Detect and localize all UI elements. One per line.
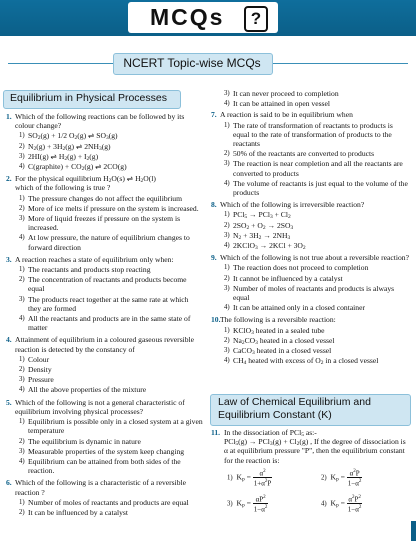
section-heading-law-line1: Law of Chemical Equilibrium and [218,396,371,408]
option[interactable]: 3) Measurable properties of the system keep changing [19,446,185,456]
page-title: MCQs [150,4,225,30]
option[interactable]: 3) The products react together at the same rate at which they are formed [19,294,189,313]
option[interactable]: 1) $PCl_5 \to PCl_3 + Cl_2$ [224,210,291,221]
option[interactable]: 1) Equilibrium is possible only in a closed system at a given temperature [19,417,203,436]
option[interactable]: 2) $K_p$ = $\frac{\alpha^2P}{1-\alpha^2}$ [321,468,362,488]
question-4: 4. Attainment of equilibrium in a coloured gaseous reversible reaction is detected by the constancy of 1) Colour 2) Density 3) Pressure 4) All the above properties of the mixture [6,335,203,394]
option[interactable]: 1) Number of moles of reactants and products are equal [19,497,189,507]
option[interactable]: 4) The volume of reactants is just equal to the volume of the products [224,178,408,198]
option[interactable]: 1) The reactants and products stop reacting [19,265,151,275]
option[interactable]: 4) It can be attained in open vessel [224,99,330,109]
question-2: 2. For the physical equilibrium $H_2O(s)$ ⇌ $H_2O(l)$ which of the following is true ? 1) The pressure changes do not affect the equilibrium 2) More of ice melts if pressure on the system is increased. 3) More of liquid freezes if pressure on the system is increased. 4) At low pressure, the nature of equilibrium changes to forward direction [6,174,203,252]
option[interactable]: 1) The reaction does not proceed to completion [224,263,369,273]
right-column [211,88,409,368]
option[interactable]: 4) All the above properties of the mixture [19,385,147,395]
question-10: 10. The following is a reversible reaction: 1) KClO$_3$ heated in a sealed tube 2) $Na_2CO_3$ heated in a closed vessel 3) CaCO$_3$ heated in a closed vessel 4) $CH_4$ heated with excess of $O_2$ in a closed vessel [211,315,409,365]
question-6-continued [211,89,409,108]
question-8: 8. Which of the following is irreversible reaction? 1) $PCl_5 \to PCl_3 + Cl_2$ 2) $2SO_2 + O_2 \to 2SO_3$ 3) $N_2 + 3H_2 \to 2NH_3$ 4) 2KClO$_3$ → $2KCl + 3O_2$ [211,200,409,250]
option[interactable]: 2) It cannot be influenced by a catalyst [224,273,343,283]
option[interactable]: 4) 2KClO$_3$ → $2KCl + 3O_2$ [224,241,306,252]
option[interactable]: 2) The concentration of reactants and products become equal [19,275,187,294]
option[interactable]: 1) $SO_2(g) + 1/2$ $O_2(g)$ ⇌ $SO_3(g)$ [19,131,118,142]
option[interactable]: 1) KClO$_3$ heated in a sealed tube [224,325,325,336]
option[interactable]: 2) The equilibrium is dynamic in nature [19,436,141,446]
option[interactable]: 2) $2SO_2 + O_2 \to 2SO_3$ [224,220,294,231]
option[interactable]: 1) The rate of transformation of reactants to products is equal to the rate of transformation of products to the reactants [224,120,393,149]
question-9: 9. Which of the following is not true about a reversible reaction? 1) The reaction does not proceed to completion 2) It cannot be influenced by a catalyst 3) Number of moles of reactants and products is always equal 4) It can be attained only in a closed container [211,253,409,313]
question-1: 1. Which of the following reactions can be followed by its colour change? 1) $SO_2(g) + 1/2$ $O_2(g)$ ⇌ $SO_3(g)$ 2) $N_2(g) + 3H_2(g)$ ⇌ $2NH_3(g)$ 3) 2HI(g) ⇌ $H_2(g) + I_2(g)$ 4) C(graphite) + $CO_2(g)$ ⇌ 2CO(g) [6,112,203,171]
section-heading-law-line2: Equilibrium Constant (K) [218,409,332,421]
option[interactable]: 3) CaCO$_3$ heated in a closed vessel [224,346,332,357]
option[interactable]: 3) It can never proceed to completion [224,89,339,98]
option[interactable]: 2) 50% of the reactants are converted to products [224,149,375,159]
question-3: 3. A reaction reaches a state of equilibrium only when: 1) The reactants and products stop reacting 2) The concentration of reactants and products become equal 3) The products react together at the same rate at which they are formed 4) All the reactants and products are in the same state of matter [6,255,203,333]
option[interactable]: 4) $K_p$ = $\frac{\alpha^2P^2}{1-\alpha^2}$ [321,494,362,514]
question-5: 5. Which of the following is not a general characteristic of equilibrium involving physical processes? 1) Equilibrium is possible only in a closed system at a given temperature 2) The equilibrium is dynamic in nature 3) Measurable properties of the system keep changing 4) Equilibrium can be attained from both sides of the reaction. [6,397,203,476]
topic-heading: NCERT Topic-wise MCQs [123,56,261,70]
option[interactable]: 2) $Na_2CO_3$ heated in a closed vessel [224,335,335,346]
option[interactable]: 3) 2HI(g) ⇌ $H_2(g) + I_2(g)$ [19,151,99,162]
option[interactable]: 4) $CH_4$ heated with excess of $O_2$ in a closed vessel [224,356,379,367]
option[interactable]: 3) The reaction is near completion and all the reactants are converted to products [224,159,403,178]
option[interactable]: 2) $N_2(g) + 3H_2(g)$ ⇌ $2NH_3(g)$ [19,141,111,152]
option[interactable]: 4) All the reactants and products are in the same state of matter [19,314,191,333]
topic-divider-left [8,63,113,64]
option[interactable]: 2) More of ice melts if pressure on the system is increased. [19,203,199,213]
question-mark-icon: ? [244,6,268,32]
page-edge-marker [411,521,416,541]
question-11: 11. In the dissociation of PCl$_5$ as:- $PCl_5(g) \to PCl_3(g) + Cl_2(g)$ , If the degree of dissociation is α at equilibrium pressure "P", then the equilibrium constant for the reaction is: 1) $K_p$ = $\frac{\alpha^2}{1+\alpha^2P}$ 2) $K_p$ = $\frac{\alpha^2P}{1-\alpha^2}$ 3) $K_p$ = $\frac{\alpha P^2}{1-\alpha^2}$ 4) $K_p$ = $\frac{\alpha^2P^2}{1-\alpha^2}$ [211,428,406,514]
option[interactable]: 2) It can be influenced by a catalyst [19,507,128,517]
option[interactable]: 3) Pressure [19,375,54,385]
question-7: 7. A reaction is said to be in equilibrium when 1) The rate of transformation of reactants to products is equal to the rate of transformation of products to the reactants 2) 50% of the reactants are converted to products 3) The reaction is near completion and all the reactants are converted to products 4) The volume of reactants is just equal to the volume of the products [211,110,408,198]
section-heading-physical: Equilibrium in Physical Processes [10,92,167,104]
option[interactable]: 3) $N_2 + 3H_2 \to 2NH_3$ [224,230,291,241]
left-column [6,112,203,520]
option[interactable]: 3) $K_p$ = $\frac{\alpha P^2}{1-\alpha^2}$ [227,494,268,514]
option[interactable]: 1) The pressure changes do not affect the equilibrium [19,193,183,203]
option[interactable]: 1) Colour [19,354,50,364]
question-text: Which of the following reactions can be followed by its colour change? [15,112,185,131]
option[interactable]: 4) Equilibrium can be attained from both sides of the reaction. [19,456,181,476]
option[interactable]: 4) C(graphite) + $CO_2(g)$ ⇌ 2CO(g) [19,162,127,173]
option[interactable]: 4) It can be attained only in a closed container [224,303,365,313]
option[interactable]: 4) At low pressure, the nature of equilibrium changes to forward direction [19,233,190,252]
option[interactable]: 3) Number of moles of reactants and products is always equal [224,283,395,303]
question-6: 6. Which of the following is a characteristic of a reversible reaction ? 1) Number of moles of reactants and products are equal 2) It can be influenced by a catalyst [6,478,203,517]
option[interactable]: 1) $K_p$ = $\frac{\alpha^2}{1+\alpha^2P}$ [227,468,272,488]
option[interactable]: 3) More of liquid freezes if pressure on the system is increased. [19,214,181,233]
topic-divider-right [271,63,408,64]
option[interactable]: 2) Density [19,365,52,375]
